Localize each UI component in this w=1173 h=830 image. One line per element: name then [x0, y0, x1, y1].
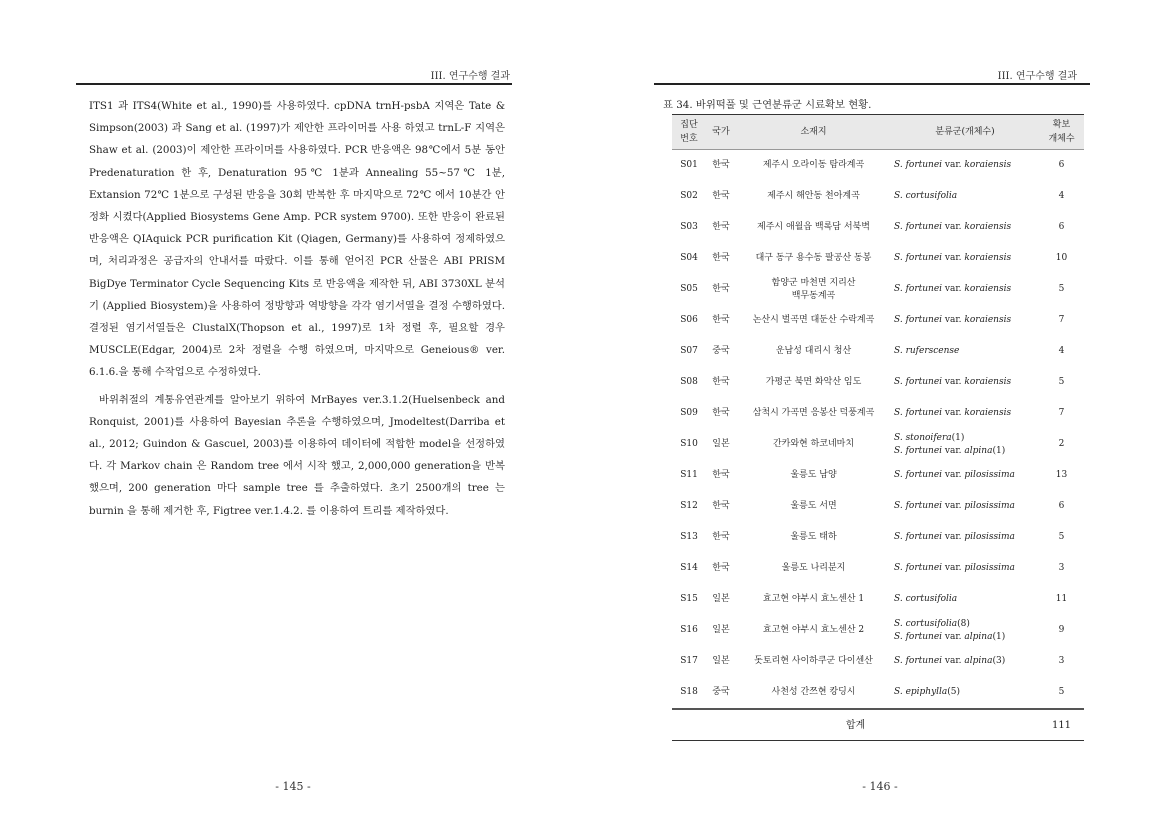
table-row: [672, 584, 1084, 615]
table-row: [672, 398, 1084, 429]
taxon-cell: [891, 491, 1039, 522]
table-row: [672, 553, 1084, 584]
count-cell: 7: [1058, 408, 1065, 418]
group-id-cell: S15: [680, 594, 698, 604]
taxon-rank: var.: [944, 408, 962, 418]
location-line: 백무동계곡: [791, 290, 836, 301]
count-cell: 5: [1058, 377, 1065, 387]
table-caption: 표 34. 바위떡풀 및 근연분류군 시료확보 현황.: [663, 99, 872, 111]
country-cell: 중국: [712, 687, 730, 697]
location-cell: [736, 367, 891, 398]
taxon-cell: [891, 274, 1039, 305]
table-row: [672, 646, 1084, 677]
taxon-infraspecific: koraiensis: [964, 222, 1012, 232]
group-id-cell: S06: [680, 315, 698, 325]
group-id-cell: S10: [680, 439, 698, 449]
taxon-infraspecific: koraiensis: [964, 408, 1012, 418]
location-cell: [736, 181, 891, 212]
group-id-cell: S14: [680, 563, 698, 573]
country-cell: 한국: [712, 191, 730, 201]
table-row: [672, 460, 1084, 491]
running-head: III. 연구수행 결과: [430, 71, 510, 82]
taxon-line: [894, 445, 1039, 458]
location-line: 논산시 벌곡면 대둔산 수락계곡: [752, 315, 875, 325]
location-line: 사천성 간쯔현 캉딩시: [771, 687, 856, 697]
taxon-cell: [891, 429, 1039, 460]
location-line: 제주시 오라이동 탐라계곡: [762, 160, 865, 170]
count-cell: 11: [1055, 594, 1068, 604]
taxon-line: [894, 252, 1039, 265]
table-row: [672, 274, 1084, 305]
count-cell: 7: [1058, 315, 1065, 325]
count-cell: 4: [1058, 346, 1065, 356]
taxon-rank: var.: [944, 532, 962, 542]
taxon-infraspecific: koraiensis: [964, 160, 1012, 170]
country-cell: 한국: [712, 315, 730, 325]
taxon-rank: var.: [944, 445, 962, 456]
location-cell: [736, 274, 891, 305]
country-cell: 한국: [712, 253, 730, 263]
location-line: 삼척시 가곡면 응봉산 덕풍계곡: [752, 408, 875, 418]
country-cell: 일본: [712, 594, 730, 604]
count-cell: 3: [1058, 656, 1065, 666]
taxon-cell: [891, 646, 1039, 677]
location-line: 간카와현 하코네마치: [772, 439, 855, 449]
taxon-infraspecific: pilosissima: [964, 532, 1015, 542]
table-row: [672, 367, 1084, 398]
taxon-species: S. fortunei: [894, 315, 943, 325]
table-row: [672, 181, 1084, 212]
taxon-rank: var.: [944, 253, 962, 263]
taxon-count: (3): [992, 656, 1006, 666]
taxon-cell: [891, 150, 1039, 182]
country-cell: 일본: [712, 439, 730, 449]
total-row: [672, 709, 1084, 741]
taxon-species: S. fortunei: [894, 160, 943, 170]
taxon-line: [894, 407, 1039, 420]
table-body: [672, 150, 1084, 741]
group-id-cell: S05: [680, 284, 698, 294]
page-number: - 145 -: [275, 780, 311, 793]
location-cell: [736, 429, 891, 460]
taxon-species: S. fortunei: [894, 656, 943, 666]
taxon-species: S. cortusifolia: [894, 618, 958, 629]
table-row: [672, 336, 1084, 367]
sample-table: [672, 114, 1084, 741]
country-cell: 한국: [712, 284, 730, 294]
location-line: 돗토리현 사이하쿠군 다이센산: [754, 656, 873, 666]
count-cell: 5: [1058, 532, 1065, 542]
group-id-cell: S04: [680, 253, 698, 263]
count-cell: 5: [1058, 284, 1065, 294]
country-cell: 일본: [712, 625, 730, 635]
taxon-line: [894, 376, 1039, 389]
country-cell: 일본: [712, 656, 730, 666]
taxon-cell: [891, 398, 1039, 429]
taxon-line: [894, 432, 1039, 445]
taxon-line: [894, 618, 1039, 631]
table-row: [672, 212, 1084, 243]
table-row: [672, 677, 1084, 709]
location-line: 울릉도 태하: [790, 532, 837, 542]
taxon-infraspecific: koraiensis: [964, 377, 1012, 387]
taxon-rank: var.: [944, 222, 962, 232]
country-cell: 한국: [712, 222, 730, 232]
location-cell: [736, 677, 891, 709]
location-line: 효고현 야부시 효노센산 2: [762, 625, 865, 635]
table-row: [672, 305, 1084, 336]
location-cell: [736, 305, 891, 336]
count-cell: 6: [1058, 222, 1065, 232]
table-row: [672, 615, 1084, 646]
taxon-infraspecific: koraiensis: [964, 253, 1012, 263]
taxon-rank: var.: [944, 284, 962, 294]
left-page: [0, 0, 586, 830]
taxon-count: (8): [957, 618, 970, 629]
table-row: [672, 429, 1084, 460]
count-cell: 6: [1058, 501, 1065, 511]
taxon-species: S. fortunei: [894, 408, 943, 418]
taxon-rank: var.: [944, 377, 962, 387]
group-id-cell: S09: [680, 408, 698, 418]
taxon-count: (5): [947, 687, 961, 697]
country-cell: 한국: [712, 377, 730, 387]
taxon-line: [894, 221, 1039, 234]
taxon-species: S. fortunei: [894, 253, 943, 263]
taxon-cell: [891, 243, 1039, 274]
taxon-infraspecific: koraiensis: [964, 284, 1012, 294]
taxon-cell: [891, 553, 1039, 584]
taxon-rank: var.: [944, 470, 962, 480]
taxon-line: [894, 159, 1039, 172]
group-id-cell: S03: [680, 222, 698, 232]
country-cell: 한국: [712, 532, 730, 542]
taxon-species: S. fortunei: [894, 377, 943, 387]
country-cell: 한국: [712, 160, 730, 170]
count-cell: 6: [1058, 160, 1065, 170]
count-cell: 3: [1058, 563, 1065, 573]
taxon-species: S. fortunei: [894, 445, 943, 456]
taxon-cell: [891, 460, 1039, 491]
location-line: 제주시 애월읍 백록담 서북벽: [757, 222, 870, 232]
location-line: 운남성 대리시 청산: [775, 346, 852, 356]
paragraph: ITS1 과 ITS4(White et al., 1990)를 사용하였다. cpDNA trnH-psbA 지역은 Tate & Simpson(2003) 과 Sang et al. (1997)가 제안한 프라이머를 사용 하였고 trnL-F 지역은 Shaw et al. (2003)이 제안한 프라이머를 사용하였다. PCR 반응액은 98℃에서 5분 동안 Predenaturation 한 후, Denaturation 95℃ 1분과 Annealing 55~57℃ 1분, Extansion 72℃ 1분으로 구성된 반응을 30회 반복한 후 마지막으로 72℃ 에서 10분간 안정화 시켰다(Applied Biosystems Gene Amp. PCR system 9700). 또한 반응이 완료된 반응액은 QIAquick PCR purification Kit (Qiagen, Germany)를 사용하여 정제하였으며, 처리과정은 공급자의 안내서를 따랐다. 이를 통해 얻어진 PCR 산물은 ABI PRISM BigDye Terminator Cycle Sequencing Kits 로 반응액을 제작한 뒤, ABI 3730XL 분석기 (Applied Biosystem)을 사용하여 정방향과 역방향을 각각 염기서열을 결정 수행하였다. 결정된 염기서열들은 ClustalX(Thopson et al., 1997)로 1차 정렬 후, 필요할 경우 MUSCLE(Edgar, 2004)로 2차 정렬을 수행 하였으며, 마지막으로 Geneious® ver. 6.1.6.을 통해 수작업으로 수정하였다.: [89, 100, 505, 379]
taxon-infraspecific: alpina: [964, 445, 993, 456]
group-id-cell: S16: [680, 625, 698, 635]
location-cell: [736, 646, 891, 677]
taxon-cell: [891, 336, 1039, 367]
location-cell: [736, 243, 891, 274]
taxon-count: (1): [992, 631, 1006, 642]
header-taxon: 분류군(개체수): [891, 115, 1039, 150]
table-header-row: [672, 115, 1084, 150]
location-line: 울릉도 서면: [790, 501, 837, 511]
taxon-line: [894, 190, 1039, 203]
location-line: 울릉도 나리분지: [781, 563, 846, 573]
taxon-line: [894, 469, 1039, 482]
taxon-species: S. epiphylla: [894, 687, 948, 697]
taxon-line: [894, 655, 1039, 668]
taxon-infraspecific: koraiensis: [964, 315, 1012, 325]
taxon-cell: [891, 584, 1039, 615]
taxon-infraspecific: pilosissima: [964, 470, 1015, 480]
taxon-species: S. fortunei: [894, 222, 943, 232]
taxon-species: S. fortunei: [894, 563, 943, 573]
body-text: [89, 95, 505, 527]
count-cell: 9: [1058, 625, 1065, 635]
taxon-cell: [891, 522, 1039, 553]
header-count: 확보 개체수: [1039, 115, 1084, 150]
taxon-line: [894, 593, 1039, 606]
taxon-line: [894, 283, 1039, 296]
table-row: [672, 522, 1084, 553]
group-id-cell: S12: [680, 501, 698, 511]
right-page: [587, 0, 1173, 830]
header-location: 소재지: [736, 115, 891, 150]
taxon-species: S. fortunei: [894, 532, 943, 542]
location-cell: [736, 615, 891, 646]
table-row: [672, 491, 1084, 522]
taxon-cell: [891, 615, 1039, 646]
location-cell: [736, 150, 891, 182]
country-cell: 중국: [712, 346, 730, 356]
taxon-line: [894, 562, 1039, 575]
taxon-rank: var.: [944, 563, 962, 573]
taxon-cell: [891, 181, 1039, 212]
location-cell: [736, 398, 891, 429]
location-line: 대구 동구 용수동 팔공산 동봉: [755, 253, 872, 263]
taxon-rank: var.: [944, 656, 962, 666]
taxon-line: [894, 345, 1039, 358]
taxon-species: S. cortusifolia: [894, 594, 958, 604]
total-value: 111: [1039, 709, 1084, 741]
running-head: III. 연구수행 결과: [997, 71, 1077, 82]
taxon-line: [894, 631, 1039, 644]
location-cell: [736, 212, 891, 243]
header-country: 국가: [706, 115, 736, 150]
count-cell: 5: [1058, 687, 1065, 697]
taxon-cell: [891, 305, 1039, 336]
location-cell: [736, 584, 891, 615]
taxon-species: S. fortunei: [894, 470, 943, 480]
taxon-line: [894, 686, 1039, 699]
location-cell: [736, 336, 891, 367]
header-rule: [654, 83, 1090, 85]
taxon-rank: var.: [944, 631, 962, 642]
taxon-species: S. fortunei: [894, 501, 943, 511]
taxon-count: (1): [951, 432, 965, 443]
taxon-cell: [891, 212, 1039, 243]
taxon-cell: [891, 367, 1039, 398]
table-row: [672, 150, 1084, 182]
group-id-cell: S17: [680, 656, 698, 666]
taxon-infraspecific: alpina: [964, 631, 993, 642]
group-id-cell: S08: [680, 377, 698, 387]
location-line: 함양군 마천면 지리산: [771, 277, 856, 288]
location-cell: [736, 522, 891, 553]
header-rule: [76, 83, 512, 85]
location-cell: [736, 460, 891, 491]
location-line: 제주시 해안동 천아계곡: [767, 191, 860, 201]
taxon-rank: var.: [944, 501, 962, 511]
taxon-species: S. stonoifera: [894, 432, 952, 443]
taxon-infraspecific: pilosissima: [964, 563, 1015, 573]
country-cell: 한국: [712, 408, 730, 418]
taxon-line: [894, 314, 1039, 327]
count-cell: 2: [1058, 439, 1065, 449]
count-cell: 13: [1055, 470, 1068, 480]
taxon-species: S. fortunei: [894, 631, 943, 642]
group-id-cell: S02: [680, 191, 698, 201]
table-row: [672, 243, 1084, 274]
taxon-cell: [891, 677, 1039, 709]
location-cell: [736, 553, 891, 584]
country-cell: 한국: [712, 563, 730, 573]
location-line: 가평군 북면 화악산 임도: [765, 377, 862, 387]
group-id-cell: S11: [680, 470, 698, 480]
taxon-line: [894, 531, 1039, 544]
page-number: - 146 -: [862, 780, 898, 793]
country-cell: 한국: [712, 470, 730, 480]
taxon-species: S. ruferscense: [894, 346, 960, 356]
total-label: 합계: [672, 709, 1039, 741]
taxon-rank: var.: [944, 315, 962, 325]
taxon-rank: var.: [944, 160, 962, 170]
taxon-count: (1): [992, 445, 1006, 456]
location-cell: [736, 491, 891, 522]
group-id-cell: S07: [680, 346, 698, 356]
location-line: 울릉도 남양: [790, 470, 837, 480]
group-id-cell: S13: [680, 532, 698, 542]
count-cell: 4: [1058, 191, 1065, 201]
taxon-species: S. fortunei: [894, 284, 943, 294]
taxon-infraspecific: alpina: [964, 656, 993, 666]
taxon-line: [894, 500, 1039, 513]
group-id-cell: S01: [680, 160, 698, 170]
country-cell: 한국: [712, 501, 730, 511]
taxon-species: S. cortusifolia: [894, 191, 958, 201]
header-group-no: 집단 번호: [672, 115, 706, 150]
paragraph: 바위취절의 계통유연관계를 알아보기 위하여 MrBayes ver.3.1.2(Huelsenbeck and Ronquist, 2001)를 사용하여 Bayesian 추론을 수행하였으며, Jmodeltest(Darriba et al., 2012; Guindon & Gascuel, 2003)를 이용하여 데이터에 적합한 model을 선정하였다. 각 Markov chain 은 Random tree 에서 시작 했고, 2,000,000 generation을 반복했으며, 200 generation 마다 sample tree 를 추출하였다. 초기 2500개의 tree 는 burnin 을 통해 제거한 후, Figtree ver.1.4.2. 를 이용하여 트리를 제작하였다.: [89, 393, 505, 517]
count-cell: 10: [1055, 253, 1068, 263]
taxon-infraspecific: pilosissima: [964, 501, 1015, 511]
group-id-cell: S18: [680, 687, 698, 697]
location-line: 효고현 야부시 효노센산 1: [762, 594, 865, 604]
